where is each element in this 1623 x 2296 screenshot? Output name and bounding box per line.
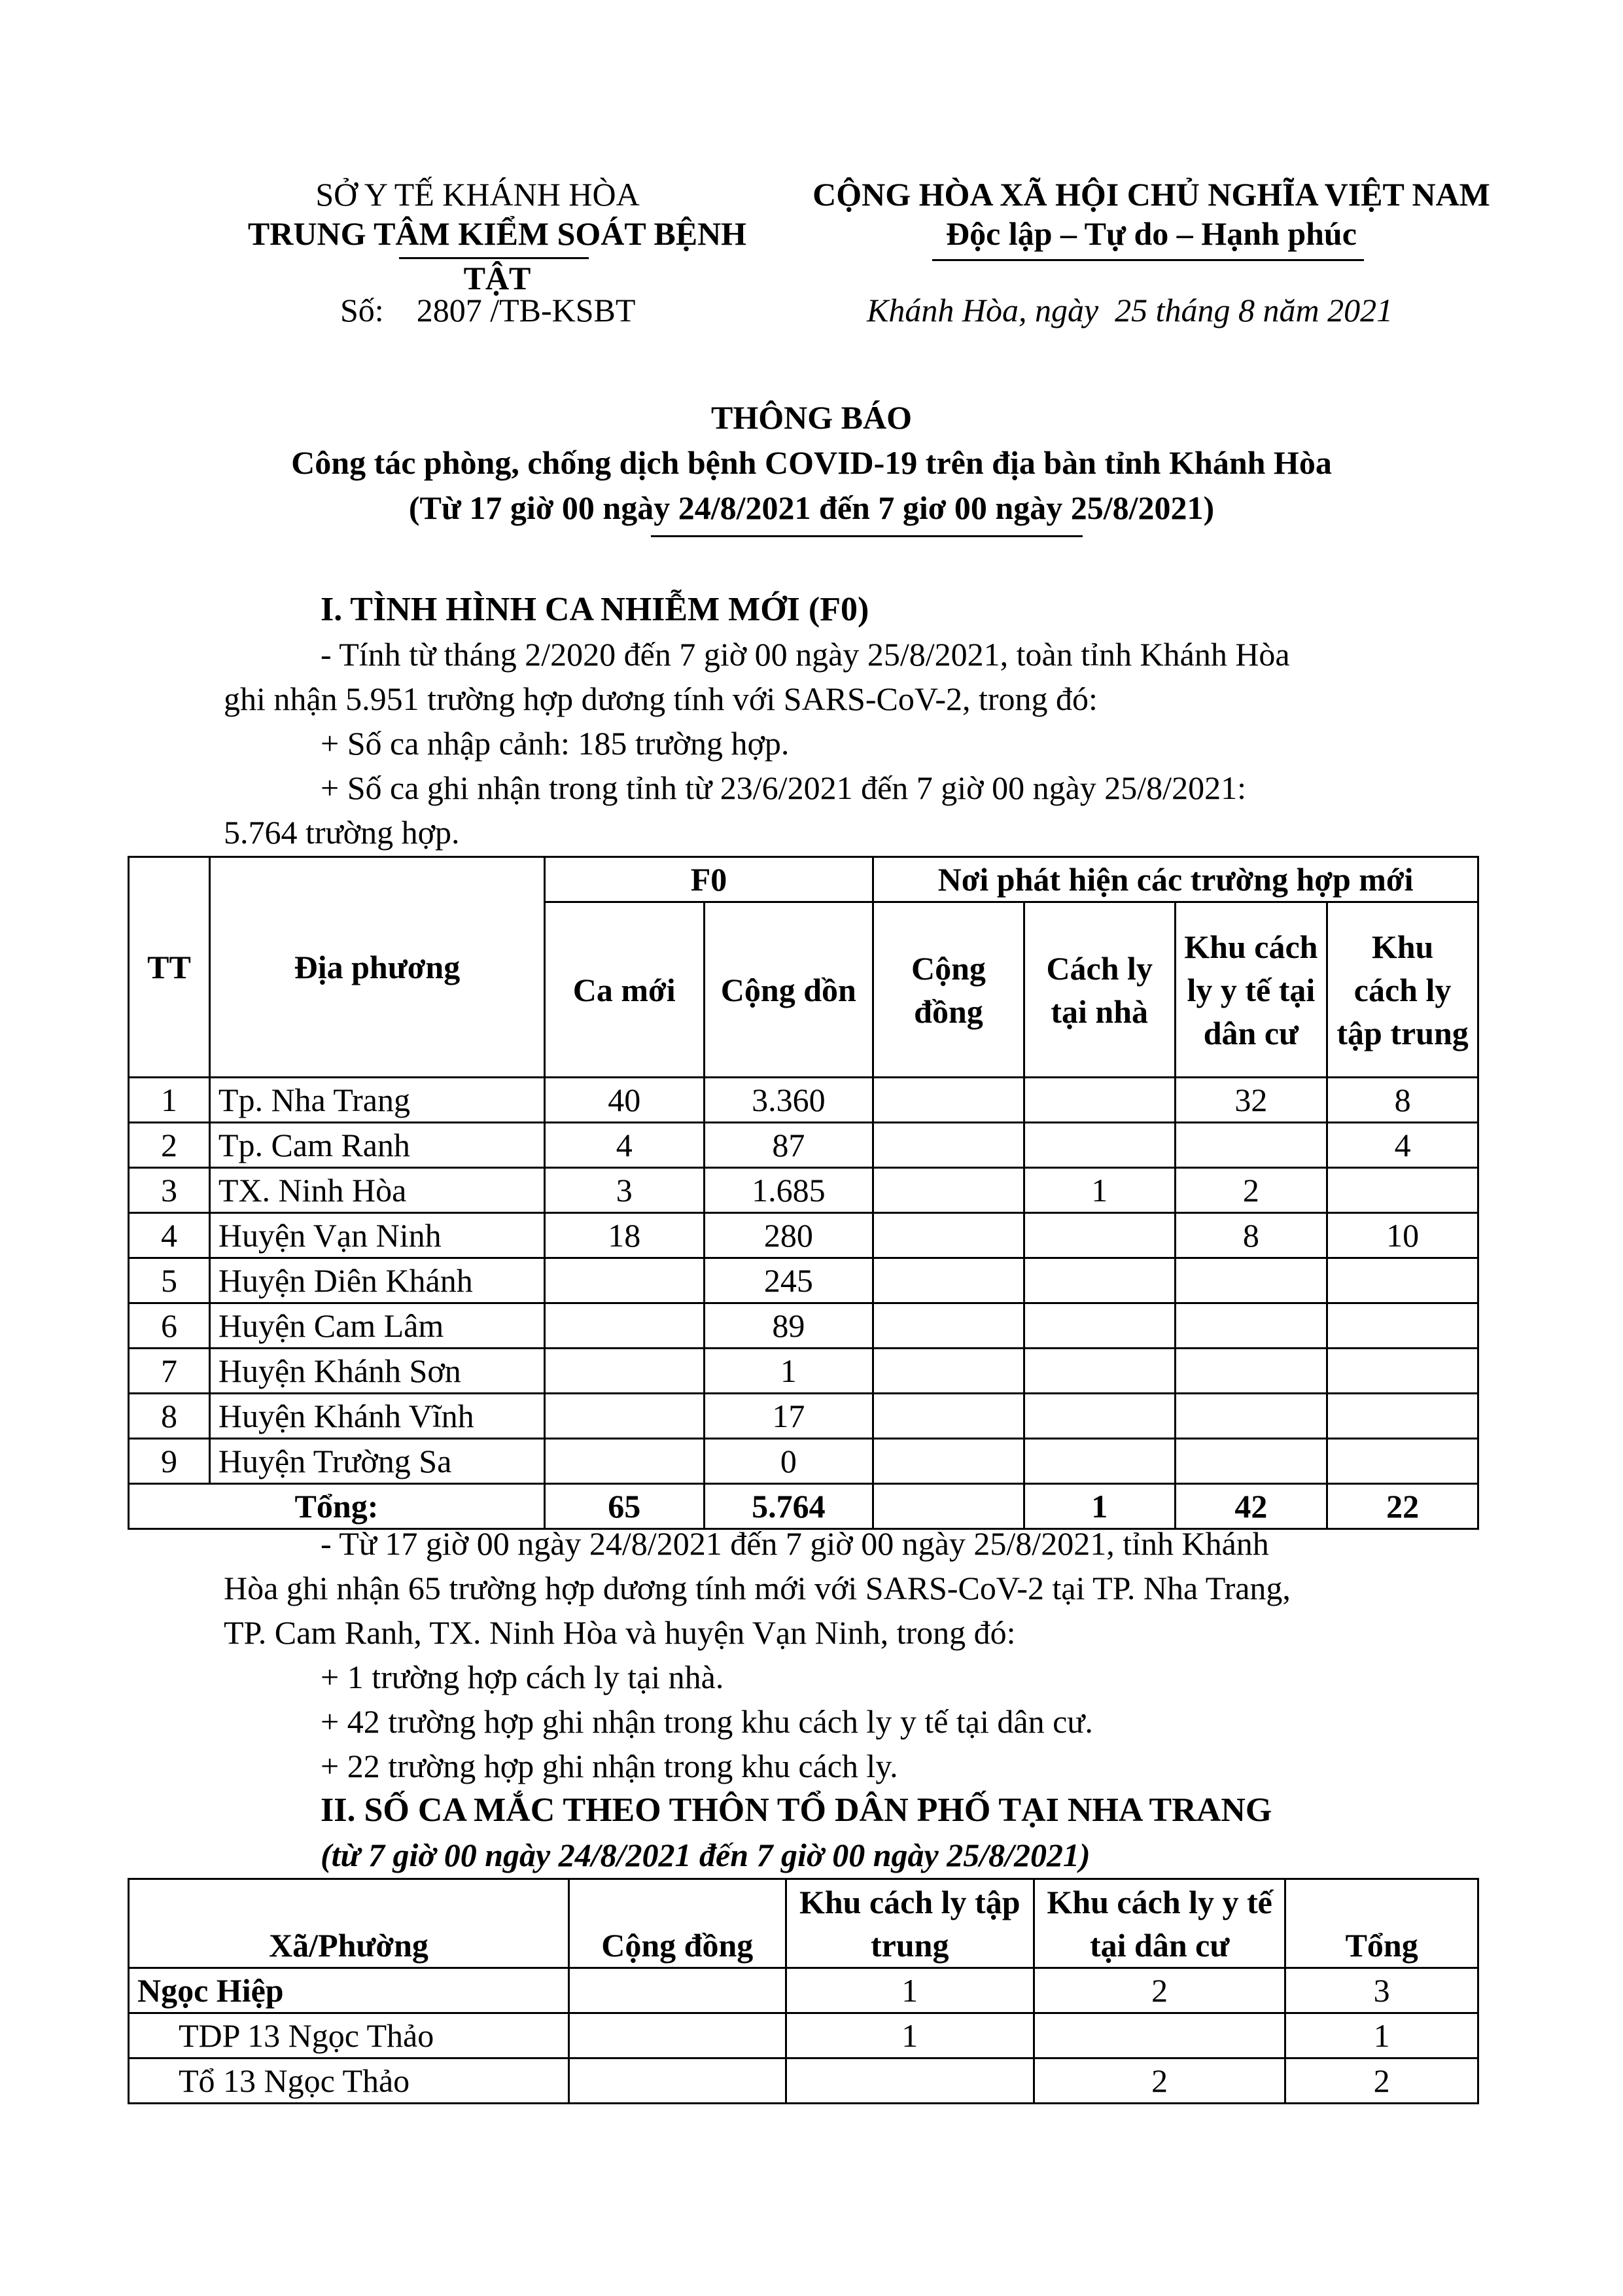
section2-subheading: (từ 7 giờ 00 ngày 24/8/2021 đến 7 giờ 00 ngày 25/8/2021) [321, 1837, 1091, 1873]
row-cumulative: 0 [704, 1439, 873, 1484]
section1-heading: I. TÌNH HÌNH CA NHIỄM MỚI (F0) [321, 591, 869, 628]
row-new [544, 1349, 704, 1394]
row-community [873, 1439, 1024, 1484]
row-new [544, 1258, 704, 1303]
row-residential: 2 [1175, 1168, 1327, 1213]
row-community [873, 1258, 1024, 1303]
row-cumulative: 1.685 [704, 1168, 873, 1213]
header-ward: Xã/Phường [129, 1879, 569, 1968]
row-cumulative: 3.360 [704, 1078, 873, 1123]
section2-heading: II. SỐ CA MẮC THEO THÔN TỔ DÂN PHỐ TẠI NHA TRANG [321, 1792, 1272, 1829]
agency-name: TRUNG TÂM KIỂM SOÁT BỆNH TẬT [247, 215, 747, 296]
row-central [1327, 1394, 1478, 1439]
row-community [873, 1168, 1024, 1213]
table-row [129, 1303, 1478, 1349]
row-tt: 4 [129, 1213, 210, 1258]
section1-paragraph1-line1: - Tính từ tháng 2/2020 đến 7 giờ 00 ngày 25/8/2021, toàn tỉnh Khánh Hòa [321, 636, 1290, 673]
header-central-isolation: Khu cách ly tập trung [786, 1879, 1034, 1968]
table-row [129, 1123, 1478, 1168]
row-home [1024, 1303, 1175, 1349]
row-locality: TX. Ninh Hòa [209, 1168, 544, 1213]
ward-residential [1034, 2013, 1285, 2058]
agency-underline [399, 257, 589, 259]
header-central-isolation: Khu cách ly tập trung [1327, 902, 1478, 1078]
row-tt: 7 [129, 1349, 210, 1394]
ward-community [569, 2013, 786, 2058]
row-locality: Huyện Diên Khánh [209, 1258, 544, 1303]
header-new-cases: Ca mới [544, 902, 704, 1078]
country-name: CỘNG HÒA XÃ HỘI CHỦ NGHĨA VIỆT NAM [812, 176, 1490, 213]
row-tt: 5 [129, 1258, 210, 1303]
section1-paragraph3-line1: + Số ca ghi nhận trong tỉnh từ 23/6/2021 đến 7 giờ 00 ngày 25/8/2021: [321, 769, 1246, 806]
row-locality: Tp. Nha Trang [209, 1078, 544, 1123]
document-subtitle: Công tác phòng, chống dịch bệnh COVID-19 trên địa bàn tỉnh Khánh Hòa [291, 444, 1332, 481]
header-total: Tổng [1285, 1879, 1478, 1968]
table-row [129, 1258, 1478, 1303]
row-new: 3 [544, 1168, 704, 1213]
row-residential [1175, 1394, 1327, 1439]
total-cumulative: 5.764 [704, 1484, 873, 1529]
row-residential [1175, 1123, 1327, 1168]
row-residential: 32 [1175, 1078, 1327, 1123]
table-row [129, 2013, 1478, 2058]
row-home [1024, 1213, 1175, 1258]
row-central [1327, 1439, 1478, 1484]
ward-name: Ngọc Hiệp [129, 1968, 569, 2013]
row-home [1024, 1078, 1175, 1123]
row-central: 4 [1327, 1123, 1478, 1168]
table-row [129, 1394, 1478, 1439]
header-f0: F0 [544, 857, 873, 902]
row-cumulative: 17 [704, 1394, 873, 1439]
row-tt: 9 [129, 1439, 210, 1484]
row-home [1024, 1123, 1175, 1168]
row-central [1327, 1258, 1478, 1303]
row-residential [1175, 1258, 1327, 1303]
title-underline [651, 535, 1083, 537]
document-period: (Từ 17 giờ 00 ngày 24/8/2021 đến 7 giơ 00 ngày 25/8/2021) [408, 489, 1215, 526]
header-community: Cộng đồng [569, 1879, 786, 1968]
header-community: Cộng đồng [873, 902, 1024, 1078]
section1-paragraph2: + Số ca nhập cảnh: 185 trường hợp. [321, 725, 790, 762]
total-residential: 42 [1175, 1484, 1327, 1529]
row-locality: Huyện Khánh Sơn [209, 1349, 544, 1394]
row-tt: 1 [129, 1078, 210, 1123]
row-new [544, 1394, 704, 1439]
row-central [1327, 1349, 1478, 1394]
row-home: 1 [1024, 1168, 1175, 1213]
motto-underline [932, 259, 1364, 261]
row-home [1024, 1439, 1175, 1484]
table-row [129, 1168, 1478, 1213]
row-residential [1175, 1303, 1327, 1349]
ward-community [569, 1968, 786, 2013]
row-community [873, 1394, 1024, 1439]
row-community [873, 1078, 1024, 1123]
row-locality: Huyện Cam Lâm [209, 1303, 544, 1349]
row-cumulative: 89 [704, 1303, 873, 1349]
row-community [873, 1349, 1024, 1394]
cases-by-locality-table [128, 856, 1479, 1530]
ward-total: 3 [1285, 1968, 1478, 2013]
row-community [873, 1303, 1024, 1349]
row-cumulative: 1 [704, 1349, 873, 1394]
ward-central: 1 [786, 2013, 1034, 2058]
header-residential-isolation: Khu cách ly y tế tại dân cư [1175, 902, 1327, 1078]
row-home [1024, 1258, 1175, 1303]
table-row [129, 1213, 1478, 1258]
row-new: 40 [544, 1078, 704, 1123]
header-detection-places: Nơi phát hiện các trường hợp mới [873, 857, 1478, 902]
ward-residential: 2 [1034, 1968, 1285, 2013]
row-locality: Tp. Cam Ranh [209, 1123, 544, 1168]
header-locality: Địa phương [209, 857, 544, 1078]
row-tt: 2 [129, 1123, 210, 1168]
table-row [129, 1349, 1478, 1394]
row-tt: 3 [129, 1168, 210, 1213]
table-row [129, 1968, 1478, 2013]
section1-paragraph3-line2: 5.764 trường hợp. [224, 814, 460, 851]
header-tt: TT [129, 857, 210, 1078]
header-home-isolation: Cách ly tại nhà [1024, 902, 1175, 1078]
row-cumulative: 245 [704, 1258, 873, 1303]
row-community [873, 1123, 1024, 1168]
total-home: 1 [1024, 1484, 1175, 1529]
ward-name: TDP 13 Ngọc Thảo [129, 2013, 569, 2058]
row-central [1327, 1168, 1478, 1213]
header-cumulative: Cộng dồn [704, 902, 873, 1078]
row-tt: 6 [129, 1303, 210, 1349]
summary-bullet1: + 1 trường hợp cách ly tại nhà. [321, 1659, 724, 1695]
row-central: 10 [1327, 1213, 1478, 1258]
table-row [129, 1078, 1478, 1123]
summary-bullet3: + 22 trường hợp ghi nhận trong khu cách ly. [321, 1748, 898, 1784]
row-home [1024, 1349, 1175, 1394]
row-cumulative: 280 [704, 1213, 873, 1258]
table-row [129, 1439, 1478, 1484]
row-residential: 8 [1175, 1213, 1327, 1258]
ward-community [569, 2058, 786, 2104]
summary-line2: Hòa ghi nhận 65 trường hợp dương tính mới với SARS-CoV-2 tại TP. Nha Trang, [224, 1570, 1291, 1606]
summary-line1: - Từ 17 giờ 00 ngày 24/8/2021 đến 7 giờ 00 ngày 25/8/2021, tỉnh Khánh [321, 1525, 1269, 1562]
row-tt: 8 [129, 1394, 210, 1439]
row-cumulative: 87 [704, 1123, 873, 1168]
total-label: Tổng: [129, 1484, 545, 1529]
nha-trang-ward-table [128, 1878, 1479, 2104]
table-row [129, 2058, 1478, 2104]
summary-line3: TP. Cam Ranh, TX. Ninh Hòa và huyện Vạn Ninh, trong đó: [224, 1614, 1016, 1651]
row-locality: Huyện Khánh Vĩnh [209, 1394, 544, 1439]
row-central [1327, 1303, 1478, 1349]
row-home [1024, 1394, 1175, 1439]
document-title: THÔNG BÁO [711, 399, 912, 436]
place-date: Khánh Hòa, ngày 25 tháng 8 năm 2021 [867, 292, 1393, 328]
ward-residential: 2 [1034, 2058, 1285, 2104]
ward-central: 1 [786, 1968, 1034, 2013]
row-community [873, 1213, 1024, 1258]
row-locality: Huyện Vạn Ninh [209, 1213, 544, 1258]
row-new [544, 1303, 704, 1349]
row-new [544, 1439, 704, 1484]
row-central: 8 [1327, 1078, 1478, 1123]
ward-total: 2 [1285, 2058, 1478, 2104]
ward-total: 1 [1285, 2013, 1478, 2058]
summary-bullet2: + 42 trường hợp ghi nhận trong khu cách ly y tế tại dân cư. [321, 1703, 1093, 1740]
row-locality: Huyện Trường Sa [209, 1439, 544, 1484]
ward-name: Tổ 13 Ngọc Thảo [129, 2058, 569, 2104]
section1-paragraph1-line2: ghi nhận 5.951 trường hợp dương tính với SARS-CoV-2, trong đó: [224, 680, 1098, 717]
row-new: 18 [544, 1213, 704, 1258]
row-new: 4 [544, 1123, 704, 1168]
header-residential-isolation: Khu cách ly y tế tại dân cư [1034, 1879, 1285, 1968]
total-new: 65 [544, 1484, 704, 1529]
ward-central [786, 2058, 1034, 2104]
row-residential [1175, 1439, 1327, 1484]
total-central: 22 [1327, 1484, 1478, 1529]
agency-parent: SỞ Y TẾ KHÁNH HÒA [315, 176, 640, 213]
row-residential [1175, 1349, 1327, 1394]
document-number: Số: 2807 /TB-KSBT [340, 292, 636, 328]
motto: Độc lập – Tự do – Hạnh phúc [946, 215, 1357, 252]
